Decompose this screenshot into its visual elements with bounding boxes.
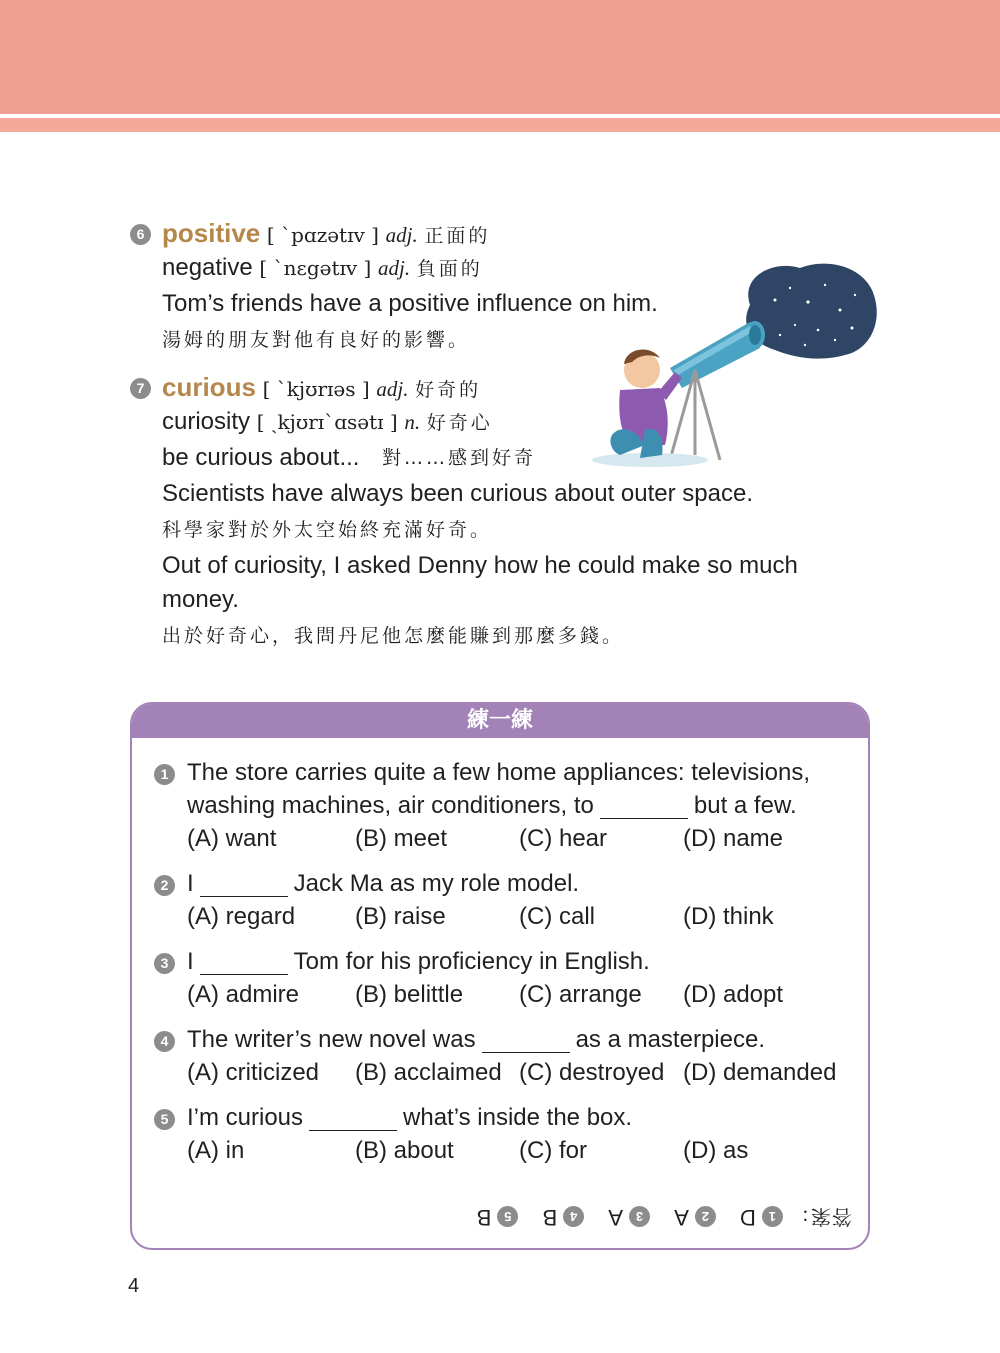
option-b: (B) about xyxy=(355,1137,454,1164)
headword-line xyxy=(162,372,481,405)
answer-blank xyxy=(200,871,288,897)
answer-value: D xyxy=(739,1205,756,1230)
phrase-translation: 對……感到好奇 xyxy=(382,447,537,469)
option-d: (D) name xyxy=(683,825,784,852)
related-part-of-speech: n. xyxy=(404,410,421,434)
answer-value: B xyxy=(476,1205,492,1230)
question-text-before-blank: I’m curious xyxy=(187,1104,304,1131)
question-text-after-blank: what’s inside the box. xyxy=(403,1104,633,1131)
header-band xyxy=(0,0,1000,114)
question-text xyxy=(187,1103,632,1133)
part-of-speech: adj. xyxy=(376,377,409,401)
answer-2 xyxy=(674,1202,716,1232)
related-part-of-speech: adj. xyxy=(378,256,411,280)
answer-value: A xyxy=(608,1205,624,1230)
question-text-after-blank: but a few. xyxy=(693,792,797,819)
header-stripe xyxy=(0,118,1000,132)
question-text-continued xyxy=(187,791,797,821)
question-number: 2 xyxy=(154,875,175,896)
entry-number: 6 xyxy=(130,224,151,245)
phrase-line xyxy=(162,443,537,473)
practice-header-curve xyxy=(132,738,868,758)
related-word: negative xyxy=(162,254,253,281)
entry-number: 7 xyxy=(130,378,151,399)
answer-number: 2 xyxy=(695,1206,716,1227)
option-a: (A) admire xyxy=(187,981,300,1008)
option-c: (C) destroyed xyxy=(519,1059,665,1086)
option-c: (C) arrange xyxy=(519,981,642,1008)
practice-box xyxy=(130,702,870,1250)
option-c: (C) for xyxy=(519,1137,587,1164)
option-a: (A) regard xyxy=(187,903,296,930)
question-text-before-blank: The writer’s new novel was xyxy=(187,1026,476,1053)
answer-number: 5 xyxy=(497,1206,518,1227)
option-c: (C) hear xyxy=(519,825,608,852)
pronunciation: [ ˋkjʊrɪəs ] xyxy=(262,377,370,401)
headword-line xyxy=(162,218,490,251)
answer-3 xyxy=(608,1202,650,1232)
question-text-after-blank: as a masterpiece. xyxy=(575,1026,765,1053)
question-text-before-blank: I xyxy=(187,948,194,975)
question-text xyxy=(187,947,650,977)
option-d: (D) adopt xyxy=(683,981,784,1008)
option-b: (B) belittle xyxy=(355,981,464,1008)
question-text-before-blank: I xyxy=(187,870,194,897)
answer-blank xyxy=(482,1027,570,1053)
example-sentence-continued: money. xyxy=(162,586,239,613)
example-sentence: Tom’s friends have a positive influence on him. xyxy=(162,290,658,317)
option-a: (A) in xyxy=(187,1137,245,1164)
answer-4 xyxy=(543,1202,585,1232)
answer-number: 1 xyxy=(762,1206,783,1227)
answer-blank xyxy=(200,949,288,975)
example-sentence: Out of curiosity, I asked Denny how he could make so much xyxy=(162,552,798,579)
answer-blank xyxy=(600,793,688,819)
practice-title: 練一練 xyxy=(132,704,868,738)
answer-key xyxy=(472,1202,852,1232)
question-number: 4 xyxy=(154,1031,175,1052)
question-text-after-blank: Jack Ma as my role model. xyxy=(293,870,580,897)
translation: 好奇的 xyxy=(415,379,482,401)
option-b: (B) meet xyxy=(355,825,448,852)
answer-5 xyxy=(477,1202,519,1232)
related-pronunciation: [ ˋnɛgətɪv ] xyxy=(259,256,372,280)
phrase: be curious about... xyxy=(162,444,360,471)
related-word-line xyxy=(162,253,483,284)
answer-number: 4 xyxy=(563,1206,584,1227)
answer-key-label: 答案： xyxy=(789,1205,852,1229)
example-translation: 科學家對於外太空始終充滿好奇。 xyxy=(162,519,493,541)
pronunciation: [ ˋpɑzətɪv ] xyxy=(266,223,379,247)
answer-1 xyxy=(740,1202,783,1232)
question-text-after-blank: Tom for his proficiency in English. xyxy=(293,948,650,975)
part-of-speech: adj. xyxy=(385,223,418,247)
related-word-line xyxy=(162,407,493,438)
option-a: (A) criticized xyxy=(187,1059,320,1086)
telescope-illustration xyxy=(590,260,880,475)
page-number: 4 xyxy=(128,1275,140,1297)
option-c: (C) call xyxy=(519,903,595,930)
related-pronunciation: [ ˏkjʊrɪˋɑsətɪ ] xyxy=(256,410,398,434)
example-sentence: Scientists have always been curious about outer space. xyxy=(162,480,754,507)
question-number: 1 xyxy=(154,764,175,785)
related-word: curiosity xyxy=(162,408,251,435)
headword: positive xyxy=(162,218,261,248)
option-d: (D) as xyxy=(683,1137,749,1164)
option-d: (D) think xyxy=(683,903,774,930)
question-number: 5 xyxy=(154,1109,175,1130)
option-b: (B) acclaimed xyxy=(355,1059,502,1086)
question-text xyxy=(187,869,579,899)
answer-blank xyxy=(309,1105,397,1131)
answer-value: B xyxy=(542,1205,558,1230)
headword: curious xyxy=(162,372,256,402)
example-translation: 湯姆的朋友對他有良好的影響。 xyxy=(162,329,471,351)
answer-number: 3 xyxy=(629,1206,650,1227)
option-d: (D) demanded xyxy=(683,1059,837,1086)
option-b: (B) raise xyxy=(355,903,446,930)
related-translation: 好奇心 xyxy=(426,412,493,434)
translation: 正面的 xyxy=(424,225,491,247)
question-text: The store carries quite a few home appliances: televisions, xyxy=(187,759,810,786)
question-number: 3 xyxy=(154,953,175,974)
related-translation: 負面的 xyxy=(416,258,483,280)
question-text xyxy=(187,1025,765,1055)
answer-value: A xyxy=(674,1205,689,1230)
question-text-before-blank: washing machines, air conditioners, to xyxy=(187,792,594,819)
option-a: (A) want xyxy=(187,825,277,852)
example-translation: 出於好奇心，我問丹尼他怎麼能賺到那麼多錢。 xyxy=(162,625,625,647)
